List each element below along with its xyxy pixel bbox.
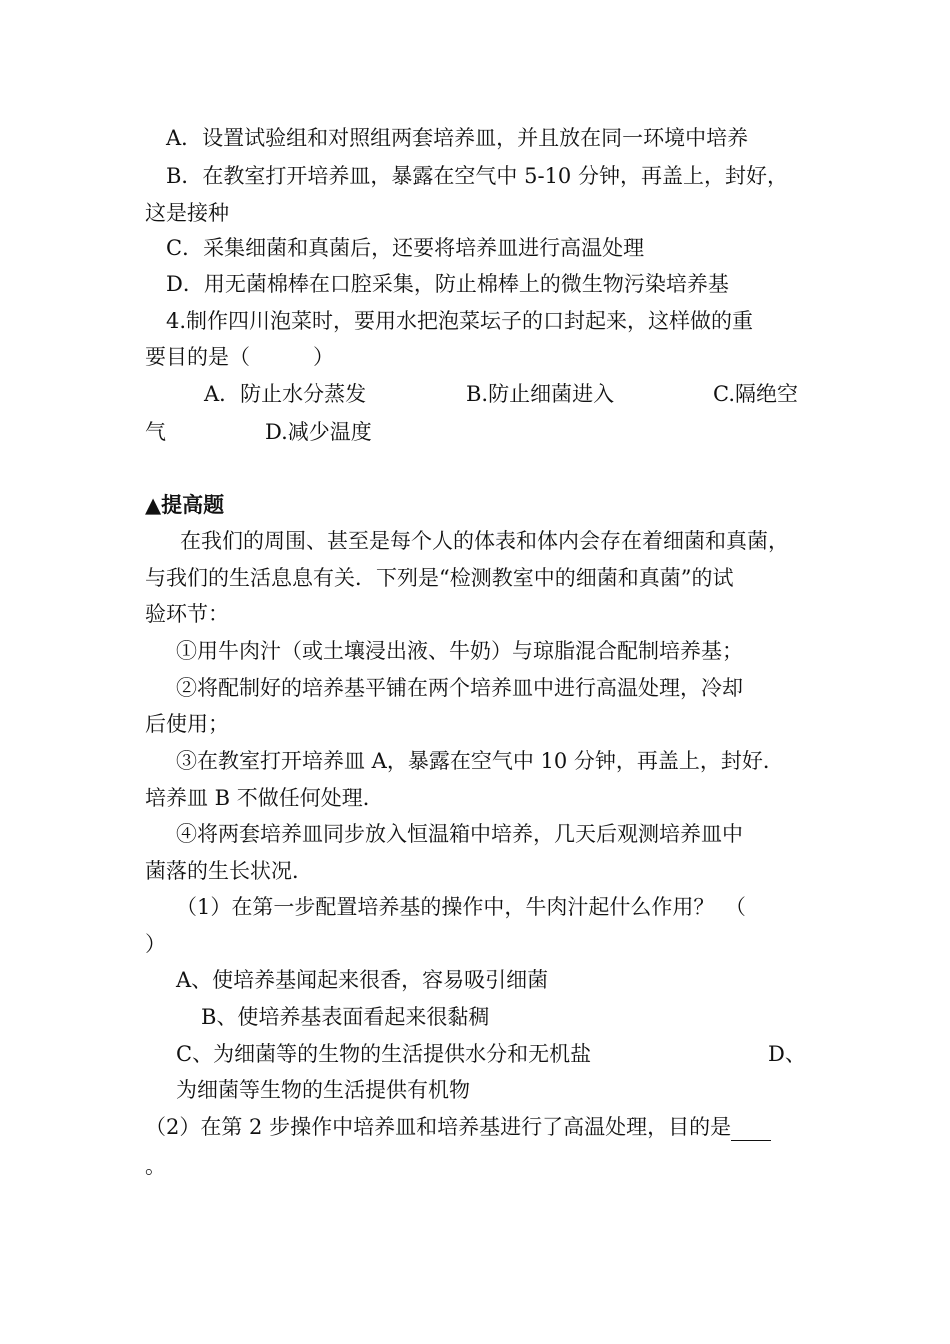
- step-2-cont: 后使用；: [145, 712, 229, 736]
- sub-question-2-end: 。: [145, 1154, 166, 1178]
- sub-question-2: [145, 1113, 771, 1141]
- sub-question-1: （1）在第一步配置培养基的操作中，牛肉汁起什么作用？ （: [176, 895, 746, 919]
- step-1: ①用牛肉汁（或土壤浸出液、牛奶）与琼脂混合配制培养基；: [176, 639, 743, 663]
- q3-option-c: C．采集细菌和真菌后，还要将培养皿进行高温处理: [166, 236, 645, 260]
- q4-option-d: D.减少温度: [265, 420, 372, 444]
- q4-option-a: A．防止水分蒸发: [204, 382, 367, 406]
- sub1-option-c: C、为细菌等的生物的生活提供水分和无机盐: [176, 1042, 592, 1066]
- q3-option-d: D．用无菌棉棒在口腔采集，防止棉棒上的微生物污染培养基: [166, 272, 729, 296]
- q3-option-a: A．设置试验组和对照组两套培养皿，并且放在同一环境中培养: [166, 126, 749, 150]
- q3-option-b: B．在教室打开培养皿，暴露在空气中 5-10 分钟，再盖上，封好，: [166, 164, 788, 188]
- answer-blank: [731, 1120, 771, 1141]
- intro-text: 在我们的周围、甚至是每个人的体表和体内会存在着细菌和真菌，: [180, 529, 789, 553]
- intro-text-3: 验环节：: [145, 602, 229, 626]
- step-4: ④将两套培养皿同步放入恒温箱中培养，几天后观测培养皿中: [176, 822, 743, 846]
- sub1-option-d-label: D、: [768, 1042, 806, 1066]
- intro-text-2: 与我们的生活息息有关．下列是“检测教室中的细菌和真菌”的试: [145, 566, 734, 590]
- q4-stem: 4.制作四川泡菜时，要用水把泡菜坛子的口封起来，这样做的重: [166, 309, 754, 333]
- sub1-option-b: B、使培养基表面看起来很黏稠: [201, 1005, 490, 1029]
- step-2: ②将配制好的培养基平铺在两个培养皿中进行高温处理，冷却: [176, 676, 743, 700]
- q3-option-b-cont: 这是接种: [145, 201, 229, 225]
- step-3: ③在教室打开培养皿 A，暴露在空气中 10 分钟，再盖上，封好．: [176, 749, 784, 773]
- step-4-cont: 菌落的生长状况．: [145, 859, 313, 883]
- q4-option-b: B.防止细菌进入: [466, 382, 615, 406]
- q4-option-c: C.隔绝空: [713, 382, 798, 406]
- sub1-option-a: A、使培养基闻起来很香，容易吸引细菌: [176, 968, 549, 992]
- sub-question-2-text: （2）在第 2 步操作中培养皿和培养基进行了高温处理，目的是: [145, 1115, 732, 1139]
- q4-stem-cont: 要目的是（ ）: [145, 345, 334, 369]
- step-3-cont: 培养皿 B 不做任何处理．: [145, 786, 384, 810]
- section-heading: ▲提高题: [145, 493, 225, 517]
- q4-option-c-cont: 气: [145, 420, 166, 444]
- sub1-option-d: 为细菌等生物的生活提供有机物: [176, 1078, 470, 1102]
- sub-question-1-cont: ）: [145, 932, 166, 956]
